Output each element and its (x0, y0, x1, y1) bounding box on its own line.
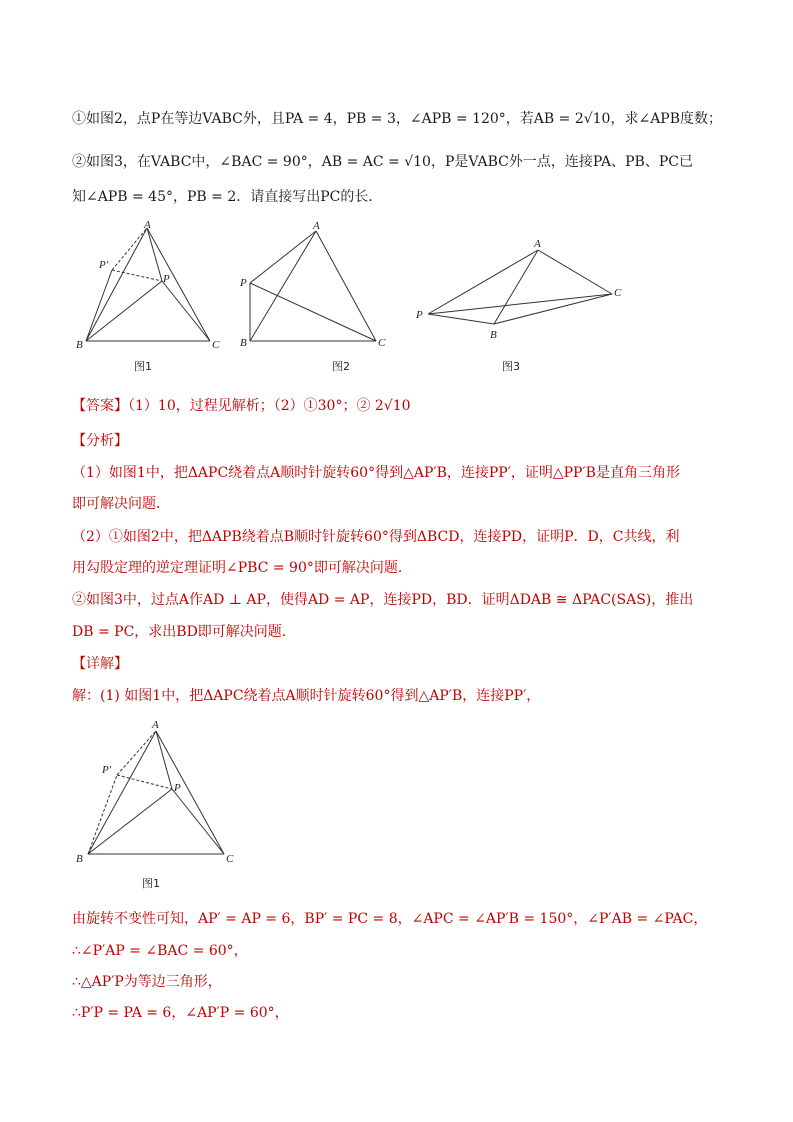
figure-2 (234, 218, 394, 378)
fig1b-label-b: B (76, 853, 83, 865)
fig1-label-a: A (144, 219, 151, 231)
analysis-2-line-1: （2）①如图2中，把ΔAPB绕着点B顺时针旋转60°得到ΔBCD，连接PD，证明P．D，C共线，利 (72, 529, 680, 545)
analysis-3-line-1: ②如图3中，过点A作AD ⊥ AP，使得AD = AP，连接PD，BD．证明ΔDAB ≅ ΔPAC(SAS)，推出 (72, 592, 694, 608)
analysis-2-line-2: 用勾股定理的逆定理证明∠PBC = 90°即可解决问题． (72, 560, 412, 576)
fig3-label-a: A (534, 238, 541, 250)
fig1b-label-a: A (152, 719, 159, 731)
analysis-1-line-2: 即可解决问题． (72, 496, 170, 512)
fig1b-caption: 图1 (142, 877, 160, 890)
fig1-label-c: C (212, 339, 220, 348)
fig2-label-b: B (240, 337, 247, 348)
analysis-1-line-1: （1）如图1中，把ΔAPC绕着点A顺时针旋转60°得到△AP′B，连接PP′，证明△PP′B是直角三角形 (72, 465, 680, 481)
fig2-caption: 图2 (332, 360, 350, 373)
fig2-label-c: C (378, 337, 386, 348)
fig2-label-p: P (240, 277, 247, 289)
fig2-label-a: A (313, 220, 320, 232)
answer-body: （1）10，过程见解析；（2）①30°；② 2√10 (128, 398, 411, 414)
detail-line-5: ∴P′P = PA = 6，∠AP′P = 60°， (72, 1005, 289, 1021)
answer-tag: 【答案】 (72, 398, 128, 414)
fig3-label-c: C (614, 287, 622, 299)
fig3-label-p: P (416, 309, 423, 321)
figure-1-detail (72, 715, 242, 895)
fig3-caption: 图3 (502, 360, 520, 373)
fig1-label-p-prime: P′ (99, 259, 109, 271)
figure-3 (408, 228, 628, 378)
question-1: ①如图2，点P在等边VABC外，且PA = 4，PB = 3，∠APB = 120°，若AB = 2√10，求∠APB度数； (72, 111, 723, 127)
fig1-label-b: B (76, 339, 83, 348)
question-2-line-2: 知∠APB = 45°，PB = 2．请直接写出PC的长． (72, 189, 383, 205)
figure-1 (72, 218, 232, 378)
answer-line (72, 395, 411, 415)
fig1-caption: 图1 (134, 360, 152, 373)
detail-line-3: ∴∠P′AP = ∠BAC = 60°， (72, 943, 248, 959)
analysis-tag: 【分析】 (72, 433, 128, 449)
question-2-line-1: ②如图3，在VABC中，∠BAC = 90°，AB = AC = √10，P是VABC外一点，连接PA、PB、PC已 (72, 154, 693, 170)
fig1-label-p: P (163, 273, 170, 285)
fig3-label-b: B (490, 329, 497, 341)
detail-line-4: ∴△AP′P为等边三角形， (72, 974, 222, 990)
detail-line-2: 由旋转不变性可知，AP′ = AP = 6，BP′ = PC = 8，∠APC = ∠AP′B = 150°，∠P′AB = ∠PAC， (72, 911, 708, 927)
analysis-3-line-2: DB = PC，求出BD即可解决问题． (72, 624, 296, 640)
fig1b-label-p: P (174, 782, 181, 794)
detail-tag: 【详解】 (72, 656, 128, 672)
detail-line-1: 解：(1) 如图1中，把ΔAPC绕着点A顺时针旋转60°得到△AP′B，连接PP′， (72, 688, 541, 704)
fig1b-label-p-prime: P′ (102, 764, 112, 776)
fig1b-label-c: C (226, 853, 234, 865)
